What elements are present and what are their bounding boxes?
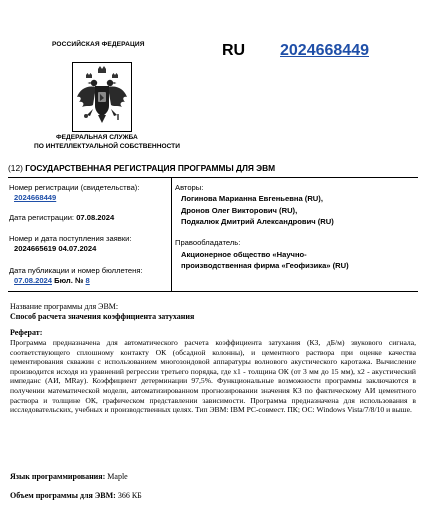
reg-date-row bbox=[9, 213, 114, 223]
volume-value: 366 КБ bbox=[117, 491, 142, 500]
program-name-label: Название программы для ЭВМ: bbox=[10, 302, 119, 311]
language-label: Язык программирования: bbox=[10, 472, 106, 481]
country-code: RU bbox=[222, 42, 246, 59]
author-2: Дронов Олег Викторович (RU), bbox=[181, 206, 298, 215]
holder-line1: Акционерное общество «Научно- bbox=[181, 250, 307, 259]
title-code: (12) bbox=[8, 163, 23, 173]
top-rule bbox=[8, 177, 418, 178]
language-value: Maple bbox=[107, 472, 128, 481]
abstract-label: Реферат: bbox=[10, 328, 43, 337]
abstract-text: Программа предназначена для автоматического расчета коэффициента затухания (КЗ, дБ/м) звукового сигнала, соответствующего сплошному контакту ОК (обсадной колонны), и цементного раствора при оценке качества цементирования скважин с использованием многозондовой аппаратуры волнового акустического каротажа. Вычисление производится исходя из уравнений регрессии третьего порядка, где x1 - толщина ОК (от 3 мм до 15 мм), x2 - акустический импеданс (АИ, MRay). Коэффициент детерминации 97,5%. Функциональные возможности программы заключаются в получении математической модели, автоматизированном прогнозировании значения КЗ по фактическому АИ цементного раствора и толщине ОК, графическом представлении зависимости. Программа предназначена для использования в исследовательских, учебных и производственных целях. Тип ЭВМ: IBM PC-совмест. ПК; ОС: Windows Vista/7/8/10 и выше. bbox=[10, 338, 416, 415]
reg-number-link[interactable]: 2024668449 bbox=[14, 193, 57, 202]
holder-label: Правообладатель: bbox=[175, 238, 241, 247]
bulletin-label: Бюл. № bbox=[54, 276, 84, 285]
author-3: Подкалюк Дмитрий Александрович (RU) bbox=[181, 217, 334, 226]
holder-line2: производственная фирма «Геофизика» (RU) bbox=[181, 261, 349, 270]
column-divider bbox=[171, 177, 172, 291]
application-label: Номер и дата поступления заявки: bbox=[9, 234, 132, 243]
program-name: Способ расчета значения коэффициента затухания bbox=[10, 312, 195, 321]
emblem-frame bbox=[72, 62, 132, 132]
bulletin-number-link[interactable]: 8 bbox=[85, 276, 90, 285]
agency-name-line2: ПО ИНТЕЛЛЕКТУАЛЬНОЙ СОБСТВЕННОСТИ bbox=[34, 143, 180, 150]
author-1: Логинова Марианна Евгеньевна (RU), bbox=[181, 194, 323, 203]
agency-name-line1: ФЕДЕРАЛЬНАЯ СЛУЖБА bbox=[56, 134, 138, 141]
volume-row bbox=[10, 491, 142, 501]
publication-label: Дата публикации и номер бюллетеня: bbox=[9, 266, 143, 275]
publication-row bbox=[14, 276, 90, 286]
volume-label: Объем программы для ЭВМ: bbox=[10, 491, 116, 500]
bottom-rule bbox=[8, 291, 418, 292]
reg-date-label: Дата регистрации: bbox=[9, 213, 75, 222]
title-text: ГОСУДАРСТВЕННАЯ РЕГИСТРАЦИЯ ПРОГРАММЫ ДЛЯ ЭВМ bbox=[25, 163, 276, 173]
document-number-link[interactable]: 2024668449 bbox=[280, 42, 369, 59]
authors-label: Авторы: bbox=[175, 183, 204, 192]
application-value: 2024665619 04.07.2024 bbox=[14, 244, 97, 253]
reg-number-label: Номер регистрации (свидетельства): bbox=[9, 183, 140, 192]
publication-date-link[interactable]: 07.08.2024 bbox=[14, 276, 53, 285]
reg-date-value: 07.08.2024 bbox=[76, 213, 115, 222]
double-headed-eagle-emblem-icon bbox=[73, 63, 131, 131]
language-row bbox=[10, 472, 128, 482]
country-name: РОССИЙСКАЯ ФЕДЕРАЦИЯ bbox=[52, 41, 145, 48]
document-title bbox=[8, 163, 275, 174]
